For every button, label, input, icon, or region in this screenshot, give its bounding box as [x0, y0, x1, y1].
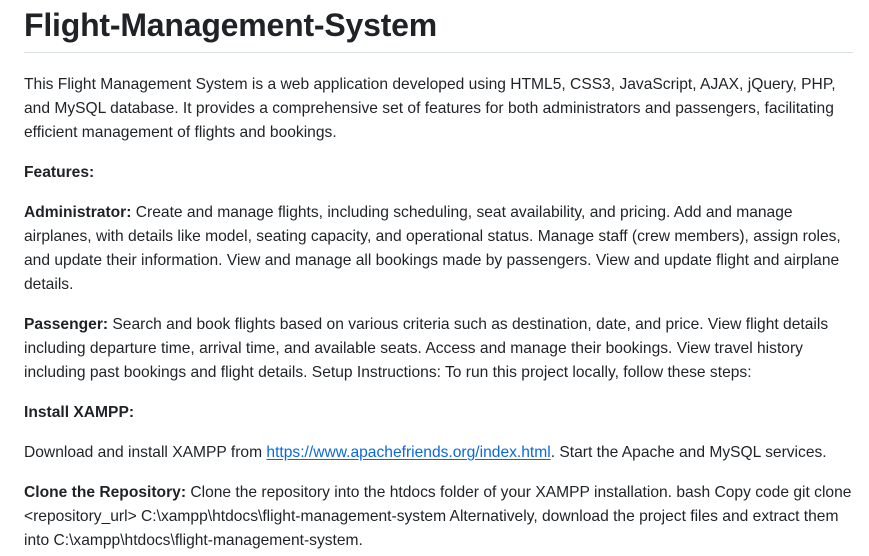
administrator-paragraph	[24, 201, 854, 297]
passenger-paragraph	[24, 313, 854, 385]
install-paragraph	[24, 441, 854, 465]
install-text-before: Download and install XAMPP from	[24, 444, 267, 461]
features-heading-paragraph	[24, 161, 854, 185]
administrator-label: Administrator:	[24, 204, 132, 221]
clone-paragraph	[24, 481, 854, 553]
passenger-text: Search and book flights based on various criteria such as destination, date, and price. View flight details including departure time, arrival time, and available seats. Access and manage their bookings. View travel history including past bookings and flight details. Setup Instructions: To run this project locally, follow these steps:	[24, 316, 829, 381]
features-heading: Features:	[24, 164, 95, 181]
page-title: Flight-Management-System	[24, 0, 853, 53]
administrator-text: Create and manage flights, including scheduling, seat availability, and pricing. Add and manage airplanes, with details like model, seating capacity, and operational status. Manage staff (crew members), assign roles, and update their information. View and manage all bookings made by passengers. View and update flight and airplane details.	[24, 204, 841, 293]
apachefriends-link[interactable]: https://www.apachefriends.org/index.html	[266, 444, 551, 461]
clone-text: Clone the repository into the htdocs folder of your XAMPP installation. bash Copy code git clone <repository_url> C:\xampp\htdocs\flight-management-system Alternatively, download the project files and extract them into C:\xampp\htdocs\flight-management-system.	[24, 484, 852, 549]
install-heading: Install XAMPP:	[24, 404, 135, 421]
intro-paragraph: This Flight Management System is a web application developed using HTML5, CSS3, JavaScript, AJAX, jQuery, PHP, and MySQL database. It provides a comprehensive set of features for both administrators and passengers, facilitating efficient management of flights and bookings.	[24, 76, 836, 141]
install-text-after: . Start the Apache and MySQL services.	[550, 444, 827, 461]
clone-label: Clone the Repository:	[24, 484, 187, 501]
passenger-label: Passenger:	[24, 316, 109, 333]
install-heading-paragraph	[24, 401, 854, 425]
